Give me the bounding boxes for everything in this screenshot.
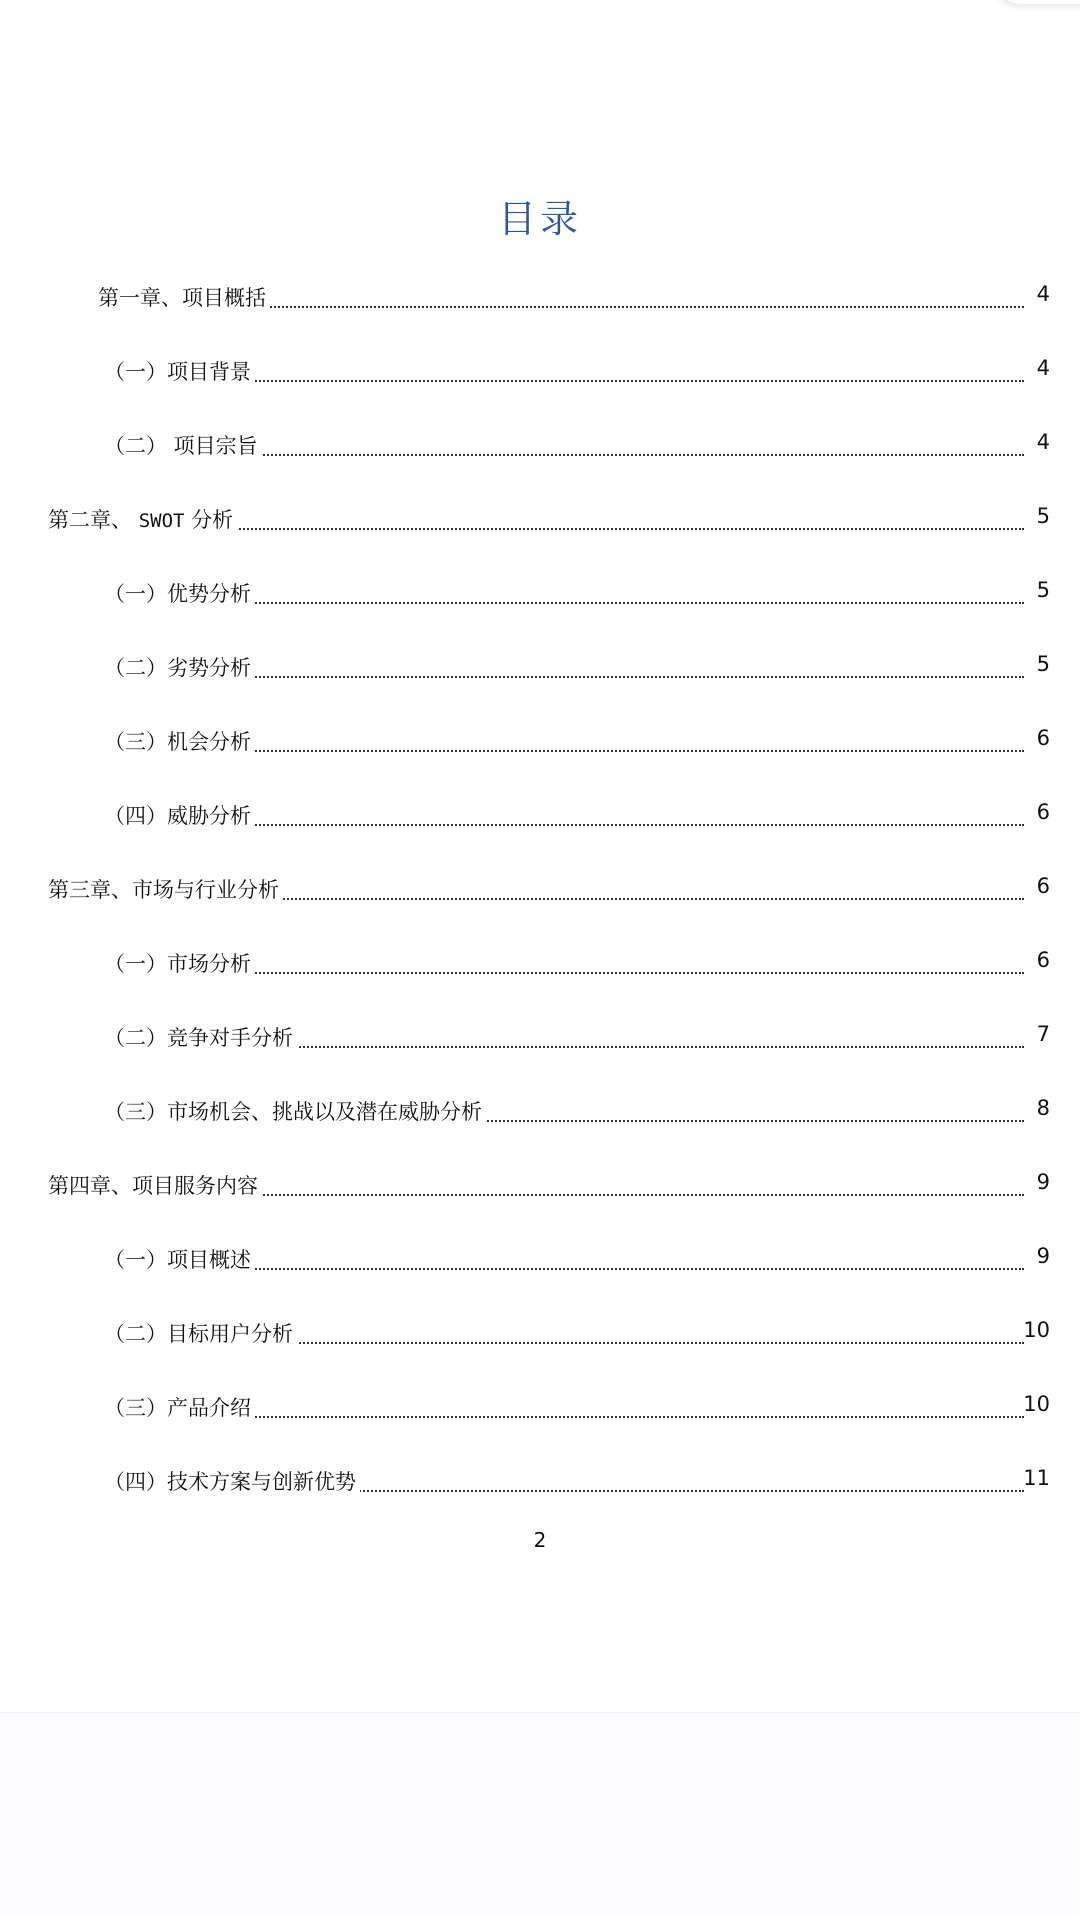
toc-title: 目录 — [497, 197, 582, 241]
toc-entry-page: 8 — [1026, 1096, 1050, 1120]
toc-entry-label-prefix: 第二章、 — [48, 508, 139, 532]
toc-entry-chapter-4[interactable] — [0, 1164, 1080, 1204]
page-number: 2 — [533, 1528, 547, 1552]
toc-entry-section[interactable] — [0, 350, 1080, 390]
toc-entry-section[interactable] — [0, 424, 1080, 464]
toc-entry-page: 10 — [1016, 1392, 1050, 1416]
toc-entry-section[interactable] — [0, 794, 1080, 834]
toc-entry-page: 4 — [1026, 356, 1050, 380]
toc-entry-label-suffix: 分析 — [184, 508, 234, 532]
toc-entry-label: （四）威胁分析 — [104, 800, 255, 830]
toc-entry-page: 9 — [1026, 1170, 1050, 1194]
toc-entry-page: 6 — [1026, 948, 1050, 972]
toc-entry-page: 5 — [1026, 504, 1050, 528]
toc-entry-label: （二）目标用户分析 — [104, 1318, 297, 1348]
toc-entry-label: （一）项目概述 — [104, 1244, 255, 1274]
toc-entry-label: （一）市场分析 — [104, 948, 255, 978]
toc-entry-section[interactable] — [0, 1016, 1080, 1056]
toc-entry-chapter-3[interactable] — [0, 868, 1080, 908]
toc-entry-label — [48, 504, 237, 534]
toc-entry-page: 6 — [1026, 726, 1050, 750]
toc-entry-section[interactable] — [0, 1386, 1080, 1426]
toc-entry-label: （二）竞争对手分析 — [104, 1022, 297, 1052]
toc-entry-chapter-1[interactable] — [0, 276, 1080, 316]
toc-entry-page: 4 — [1026, 430, 1050, 454]
toc-entry-label: 第三章、市场与行业分析 — [48, 874, 283, 904]
toc-entry-page: 6 — [1026, 874, 1050, 898]
toc-entry-label: （三）机会分析 — [104, 726, 255, 756]
toc-entry-section[interactable] — [0, 572, 1080, 612]
toc-entry-label: 第一章、项目概括 — [98, 282, 270, 312]
toc-entry-section[interactable] — [0, 1312, 1080, 1352]
toc-entry-page: 6 — [1026, 800, 1050, 824]
toc-entry-chapter-2[interactable] — [0, 498, 1080, 538]
toc-entry-page: 5 — [1026, 652, 1050, 676]
toc-entry-page: 5 — [1026, 578, 1050, 602]
toc-entry-label: （二）劣势分析 — [104, 652, 255, 682]
toc-entry-label: （一）优势分析 — [104, 578, 255, 608]
toc-entry-label: （一）项目背景 — [104, 356, 255, 386]
toc-entry-label: 第四章、项目服务内容 — [48, 1170, 262, 1200]
toc-entry-label: （四）技术方案与创新优势 — [104, 1466, 360, 1496]
overlay-button-edge[interactable] — [990, 0, 1080, 4]
toc-entry-section[interactable] — [0, 942, 1080, 982]
toc-entry-label: （二） 项目宗旨 — [104, 430, 262, 460]
toc-entry-section[interactable] — [0, 646, 1080, 686]
toc-entry-page: 9 — [1026, 1244, 1050, 1268]
toc-entry-page: 10 — [1016, 1318, 1050, 1342]
toc-entry-label-mono: SWOT — [138, 510, 185, 532]
toc-entry-section[interactable] — [0, 1238, 1080, 1278]
toc-entry-page: 4 — [1026, 282, 1050, 306]
toc-entry-section[interactable] — [0, 1460, 1080, 1500]
toc-entry-page: 11 — [1016, 1466, 1050, 1490]
toc-entry-section[interactable] — [0, 1090, 1080, 1130]
toc-entry-label: （三）市场机会、挑战以及潜在威胁分析 — [104, 1096, 486, 1126]
viewer-background — [0, 1712, 1080, 1916]
toc-entry-page: 7 — [1026, 1022, 1050, 1046]
toc-entry-label: （三）产品介绍 — [104, 1392, 255, 1422]
toc-entry-section[interactable] — [0, 720, 1080, 760]
